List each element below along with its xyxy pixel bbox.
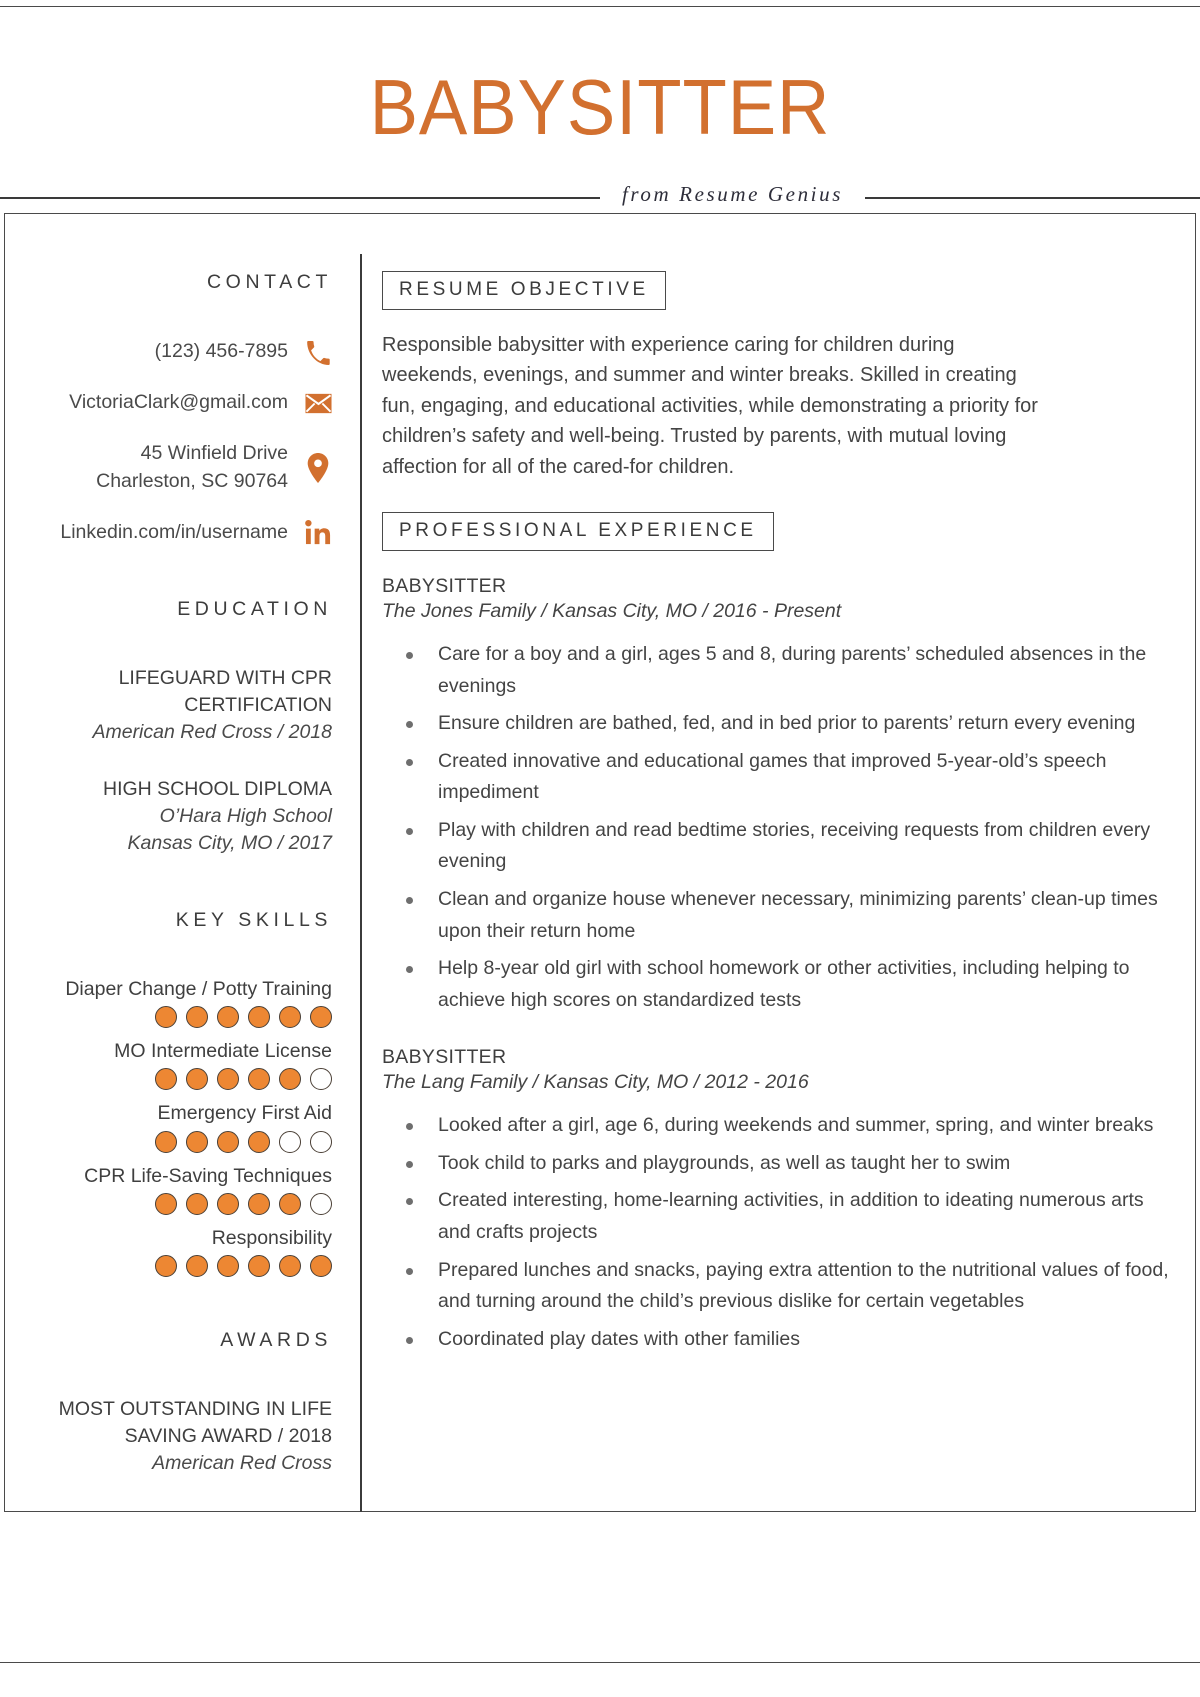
education-title-line-2: CERTIFICATION — [184, 694, 332, 717]
skill-dot-filled — [217, 1131, 239, 1153]
skill-dot-empty — [310, 1068, 332, 1090]
skill-dot-filled — [248, 1255, 270, 1277]
skill-dot-filled — [186, 1131, 208, 1153]
job-bullets — [382, 1110, 1172, 1355]
skill-dot-filled — [279, 1068, 301, 1090]
page-border-bottom — [0, 1662, 1200, 1663]
skill-dot-filled — [155, 1068, 177, 1090]
email-icon — [304, 389, 332, 417]
skill-dot-filled — [155, 1131, 177, 1153]
skill-label: MO Intermediate License — [114, 1040, 332, 1063]
skill-rating — [0, 1131, 332, 1153]
job-meta: The Jones Family / Kansas City, MO / 2016 - Present — [382, 599, 842, 622]
skill-dot-filled — [155, 1255, 177, 1277]
skill-dot-filled — [248, 1006, 270, 1028]
skill-rating — [0, 1006, 332, 1028]
contact-item-address[interactable] — [0, 440, 332, 495]
page-title: BABYSITTER — [369, 63, 831, 151]
address-line-1: 45 Winfield Drive — [140, 442, 288, 464]
skill-label: Emergency First Aid — [157, 1102, 332, 1125]
linkedin-icon — [304, 518, 332, 546]
sidebar-heading-contact: CONTACT — [207, 271, 332, 293]
sidebar-heading-awards: AWARDS — [220, 1329, 332, 1352]
job-bullet: Coordinated play dates with other families — [382, 1324, 1172, 1356]
skill-dot-filled — [155, 1193, 177, 1215]
award-title-line-1: MOST OUTSTANDING IN LIFE — [58, 1398, 332, 1421]
email-text: VictoriaClark@gmail.com — [69, 391, 288, 414]
skill-label: CPR Life-Saving Techniques — [84, 1164, 332, 1187]
job-title: BABYSITTER — [382, 1046, 507, 1069]
tagline-rule-right — [865, 197, 1200, 199]
skill-dot-filled — [186, 1068, 208, 1090]
job-bullet: Looked after a girl, age 6, during weekends and summer, spring, and winter breaks — [382, 1110, 1172, 1142]
skill-item — [0, 1163, 332, 1215]
skill-dot-filled — [248, 1193, 270, 1215]
job-bullet: Play with children and read bedtime stories, receiving requests from children every evening — [382, 815, 1172, 878]
address-line-2: Charleston, SC 90764 — [96, 469, 288, 492]
skill-dot-filled — [279, 1006, 301, 1028]
job-bullet: Created innovative and educational games that improved 5-year-old’s speech impediment — [382, 746, 1172, 809]
job-meta: The Lang Family / Kansas City, MO / 2012 - 2016 — [382, 1071, 809, 1094]
job-bullets — [382, 639, 1172, 1016]
skill-rating — [0, 1068, 332, 1090]
skill-label: Diaper Change / Potty Training — [65, 977, 332, 1000]
skill-dot-filled — [279, 1193, 301, 1215]
sidebar-heading-key-skills: KEY SKILLS — [175, 908, 332, 931]
job-bullet: Care for a boy and a girl, ages 5 and 8, during parents’ scheduled absences in the evenings — [382, 639, 1172, 702]
main-column — [360, 271, 1200, 1477]
education-title-line-1: LIFEGUARD WITH CPR — [118, 667, 332, 690]
skill-rating — [0, 1255, 332, 1277]
contact-item-linkedin[interactable] — [0, 518, 332, 546]
contact-item-phone[interactable] — [0, 338, 332, 366]
job-bullet: Help 8-year old girl with school homework or other activities, including helping to achieve high scores on standardized tests — [382, 953, 1172, 1016]
skill-label: Responsibility — [211, 1227, 332, 1249]
skill-dot-empty — [279, 1131, 301, 1153]
skill-dot-filled — [310, 1006, 332, 1028]
skill-item — [0, 976, 332, 1028]
phone-text: (123) 456-7895 — [154, 340, 288, 363]
education-entry — [0, 776, 332, 857]
address-text — [96, 440, 288, 495]
tagline: from Resume Genius — [622, 182, 843, 206]
objective-text: Responsible babysitter with experience caring for children during weekends, evenings, and summer and winter breaks. Skilled in creating fun, engaging, and educational activities, while demonstrating a priority for children’s safety and well-being. Trusted by parents, with mutual loving affection for all of the cared-for children. — [382, 334, 1038, 478]
skills-list — [0, 976, 332, 1277]
skill-item — [0, 1100, 332, 1152]
experience-entry — [382, 1046, 1172, 1355]
job-title: BABYSITTER — [382, 574, 507, 597]
section-header-objective — [382, 271, 666, 310]
job-bullet: Ensure children are bathed, fed, and in bed prior to parents’ return every evening — [382, 708, 1172, 740]
job-bullet: Prepared lunches and snacks, paying extra attention to the nutritional values of food, and turning around the child’s previous dislike for certain vegetables — [382, 1255, 1172, 1318]
sidebar — [0, 271, 360, 1477]
education-title-line-1: HIGH SCHOOL DIPLOMA — [103, 778, 332, 801]
section-header-experience — [382, 512, 774, 551]
award-title-line-2: SAVING AWARD / 2018 — [124, 1425, 332, 1448]
skill-rating — [0, 1193, 332, 1215]
job-bullet: Took child to parks and playgrounds, as well as taught her to swim — [382, 1148, 1172, 1180]
skill-dot-empty — [310, 1131, 332, 1153]
skill-dot-filled — [186, 1193, 208, 1215]
skill-dot-filled — [217, 1068, 239, 1090]
job-bullet: Created interesting, home-learning activities, in addition to ideating numerous arts and crafts projects — [382, 1185, 1172, 1248]
skill-dot-filled — [186, 1006, 208, 1028]
section-label: PROFESSIONAL EXPERIENCE — [399, 519, 757, 541]
location-icon — [304, 454, 332, 482]
education-entry — [0, 665, 332, 746]
contact-item-email[interactable] — [0, 389, 332, 417]
skill-dot-empty — [310, 1193, 332, 1215]
phone-icon — [304, 338, 332, 366]
resume-header — [0, 0, 1200, 213]
skill-item — [0, 1038, 332, 1090]
skill-item — [0, 1225, 332, 1277]
skill-dot-filled — [310, 1255, 332, 1277]
skill-dot-filled — [186, 1255, 208, 1277]
award-subtitle: American Red Cross — [152, 1452, 332, 1475]
tagline-rule-left — [0, 197, 600, 199]
skill-dot-filled — [217, 1006, 239, 1028]
linkedin-text: Linkedin.com/in/username — [60, 520, 288, 543]
sidebar-heading-education: EDUCATION — [177, 598, 332, 621]
skill-dot-filled — [248, 1131, 270, 1153]
skill-dot-filled — [279, 1255, 301, 1277]
section-label: RESUME OBJECTIVE — [399, 279, 649, 300]
education-subtitle-2: Kansas City, MO / 2017 — [127, 831, 332, 854]
award-entry — [0, 1396, 332, 1477]
skill-dot-filled — [217, 1255, 239, 1277]
skill-dot-filled — [248, 1068, 270, 1090]
resume-body — [0, 213, 1200, 1477]
skill-dot-filled — [217, 1193, 239, 1215]
experience-entry — [382, 575, 1172, 1016]
skill-dot-filled — [155, 1006, 177, 1028]
job-bullet: Clean and organize house whenever necessary, minimizing parents’ clean-up times upon their return home — [382, 884, 1172, 947]
page-border-footer-rule — [4, 1511, 1196, 1512]
education-subtitle-1: O’Hara High School — [159, 805, 332, 827]
education-subtitle-1: American Red Cross / 2018 — [92, 721, 332, 744]
tagline-row — [0, 182, 1200, 210]
